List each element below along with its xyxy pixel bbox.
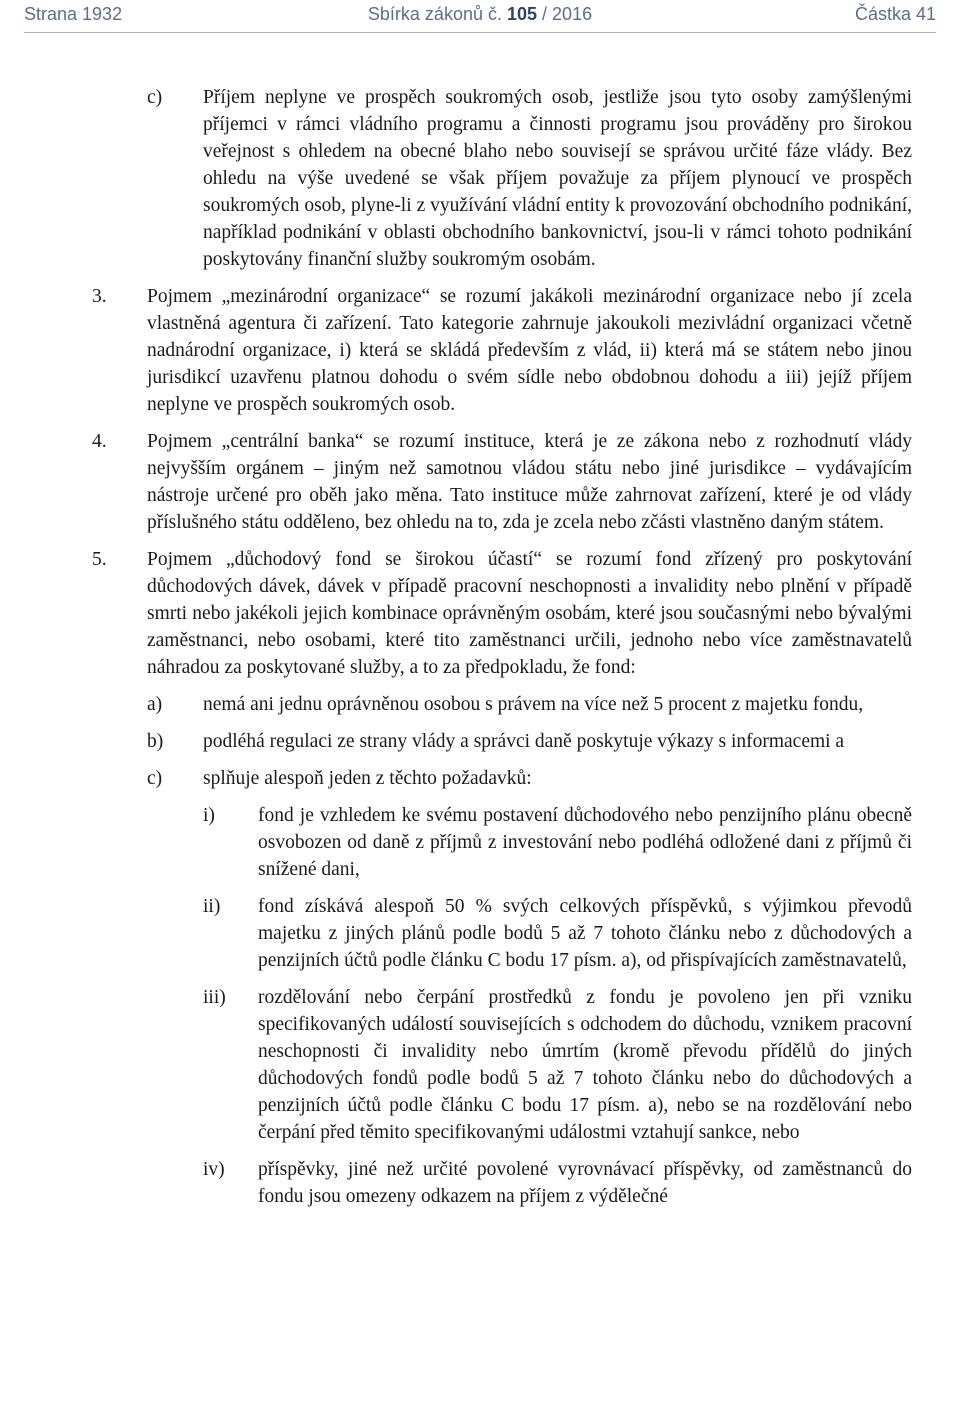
clause-text: splňuje alespoň jeden z těchto požadavků: [203,768,532,789]
paragraph-3 [0,283,960,418]
paragraph-number: 4. [92,431,107,452]
subclause-marker: ii) [203,896,221,917]
paragraph-5-a [0,691,960,718]
clause-text: nemá ani jednu oprávněnou osobou s právem na více než 5 procent z majetku fondu, [203,694,864,715]
clause-marker: c) [147,768,163,789]
clause-c-income [0,84,960,273]
paragraph-5 [0,546,960,681]
document-body [0,84,960,1220]
paragraph-5-c-iv [0,1156,960,1210]
paragraph-text: Pojmem „mezinárodní organizace“ se rozumí jakákoli mezinárodní organizace nebo jí zcela vlastněná agentura či zařízení. Tato kategorie zahrnuje jakoukoli mezivládní organizaci včetně nadnárodní organizace, i) která se skládá především z vlád, ii) která má se státem nebo jinou jurisdikcí uzavřenu platnou dohodu o svém sídle nebo obdobnou dohodu a iii) jejíž příjem neplyne ve prospěch soukromých osob. [147,286,912,415]
subclause-text: fond je vzhledem ke svému postavení důchodového nebo penzijního plánu obecně osvobozen od daně z příjmů z investování nebo podléhá odložené dani z příjmů či snížené dani, [258,805,912,880]
paragraph-number: 5. [92,549,107,570]
paragraph-text: Pojmem „důchodový fond se širokou účastí“ se rozumí fond zřízený pro poskytování důchodových dávek, dávek v případě pracovní neschopnosti a invalidity nebo plnění v případě smrti nebo jakékoli jejich kombinace oprávněným osobám, které jsou současnými nebo bývalými zaměstnanci, nebo osobami, které tito zaměstnanci určili, jednoho nebo více zaměstnavatelů náhradou za poskytované služby, a to za předpokladu, že fond: [147,549,912,678]
paragraph-5-c [0,765,960,792]
paragraph-5-c-i [0,802,960,883]
paragraph-number: 3. [92,286,107,307]
subclause-marker: iv) [203,1159,225,1180]
page-number: Strana 1932 [24,4,123,24]
paragraph-5-c-iii [0,984,960,1146]
part-number: Částka 41 [854,4,936,24]
paragraph-text: Pojmem „centrální banka“ se rozumí instituce, která je ze zákona nebo z rozhodnutí vlády nejvyšším orgánem – jiným než samotnou vládou státu nebo jiné jurisdikce – vydávajícím nástroje určené pro oběh jako měna. Tato instituce může zahrnovat zařízení, které je od vlády příslušného státu odděleno, bez ohledu na to, zda je zcela nebo zčásti vlastněno daným státem. [147,431,912,533]
subclause-marker: iii) [203,987,226,1008]
paragraph-5-b [0,728,960,755]
clause-text: Příjem neplyne ve prospěch soukromých osob, jestliže jsou tyto osoby zamýšlenými příjemci v rámci vládního programu a činnosti programu jsou prováděny pro širokou veřejnost s ohledem na obecné blaho nebo souvisejí se správou určité fáze vlády. Bez ohledu na výše uvedené se však příjem považuje za příjem plynoucí ve prospěch soukromých osob, plyne-li z využívání vládní entity k provozování obchodního podnikání, například podnikání v oblasti obchodního bankovnictví, jsou-li v rámci tohoto podnikání poskytovány finanční služby soukromým osobám. [203,87,912,270]
collection-title [24,4,936,25]
collection-prefix: Sbírka zákonů č. [367,4,502,24]
year-suffix: / 2016 [537,4,593,24]
issue-number: 105 [507,4,538,24]
clause-text: podléhá regulaci ze strany vlády a správci daně poskytuje výkazy s informacemi a [203,731,845,752]
clause-marker: c) [147,87,163,108]
page-header [24,0,936,33]
paragraph-4 [0,428,960,536]
subclause-text: rozdělování nebo čerpání prostředků z fondu je povoleno jen při vzniku specifikovaných událostí souvisejících s odchodem do důchodu, vznikem pracovní neschopnosti či invalidity nebo úmrtím (kromě převodu přídělů do jiných důchodových fondů podle bodů 5 až 7 tohoto článku nebo do důchodových a penzijních účtů podle článku C bodu 17 písm. a), nebo se na rozdělování nebo čerpání před těmito specifikovanými událostmi vztahují sankce, nebo [258,987,912,1143]
subclause-text: fond získává alespoň 50 % svých celkových příspěvků, s výjimkou převodů majetku z jiných plánů podle bodů 5 až 7 tohoto článku nebo z důchodových a penzijních účtů podle článku C bodu 17 písm. a), od přispívajících zaměstnavatelů, [258,896,912,971]
clause-marker: b) [147,731,164,752]
paragraph-5-c-ii [0,893,960,974]
subclause-text: příspěvky, jiné než určité povolené vyrovnávací příspěvky, od zaměstnanců do fondu jsou omezeny odkazem na příjem z výdělečné [258,1159,912,1207]
subclause-marker: i) [203,805,215,826]
clause-marker: a) [147,694,163,715]
